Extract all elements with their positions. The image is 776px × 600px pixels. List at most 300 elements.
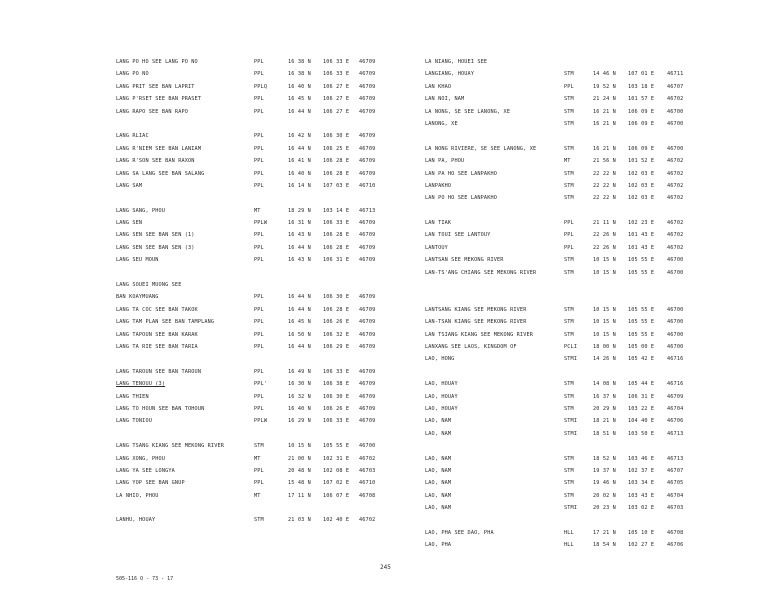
map-sheet: 46709 (359, 170, 376, 177)
longitude: 102 03 E (628, 195, 655, 202)
feature-designation: STM (564, 71, 574, 78)
place-name: LAO, NAM (425, 467, 452, 474)
gazetteer-entry (116, 514, 378, 526)
feature-designation: PPL (254, 294, 264, 301)
gazetteer-entry (425, 81, 695, 93)
map-sheet: 46700 (667, 343, 684, 350)
latitude: 10 15 N (593, 257, 616, 264)
longitude: 106 09 E (628, 120, 655, 127)
latitude: 20 29 N (593, 405, 616, 412)
feature-designation: STM (564, 319, 574, 326)
gazetteer-entry (116, 477, 378, 489)
longitude: 101 57 E (628, 96, 655, 103)
map-sheet: 46709 (359, 220, 376, 227)
longitude: 106 25 E (323, 145, 350, 152)
latitude: 16 44 N (288, 108, 311, 115)
gazetteer-entry (116, 56, 378, 68)
latitude: 15 48 N (288, 480, 311, 487)
feature-designation: PPL (254, 170, 264, 177)
gazetteer-entry (425, 180, 695, 192)
gazetteer-entry (116, 502, 378, 514)
feature-designation: STM (254, 443, 264, 450)
gazetteer-entry (425, 242, 695, 254)
place-name: LAO, NAM (425, 505, 452, 512)
longitude: 105 55 E (628, 306, 655, 313)
gazetteer-entry (425, 527, 695, 539)
gazetteer-entry (425, 291, 695, 303)
map-sheet: 46702 (667, 158, 684, 165)
feature-designation: STMI (564, 505, 578, 512)
latitude: 14 46 N (593, 71, 616, 78)
longitude: 106 28 E (323, 158, 350, 165)
gazetteer-entry (116, 329, 378, 341)
gazetteer-entry (116, 106, 378, 118)
latitude: 10 15 N (593, 306, 616, 313)
gazetteer-entry (425, 205, 695, 217)
feature-designation: PPL (564, 232, 574, 239)
longitude: 106 31 E (628, 393, 655, 400)
place-name: LAN KHAO (425, 83, 452, 90)
feature-designation: PPL (254, 133, 264, 140)
longitude: 106 33 E (323, 368, 350, 375)
longitude: 102 31 E (323, 455, 350, 462)
place-name: LANG THIEN (116, 393, 149, 400)
gazetteer-entry (425, 93, 695, 105)
map-sheet: 46709 (359, 319, 376, 326)
map-sheet: 46702 (667, 195, 684, 202)
gazetteer-entry (425, 440, 695, 452)
place-name: LANG SEN SEE BAN SEN (3) (116, 244, 195, 251)
gazetteer-entry (425, 279, 695, 291)
latitude: 16 43 N (288, 257, 311, 264)
longitude: 102 23 E (628, 220, 655, 227)
gazetteer-entry (425, 130, 695, 142)
place-name: LANG PRIT SEE BAN LAPRIT (116, 83, 195, 90)
gazetteer-entry (425, 465, 695, 477)
latitude: 18 29 N (288, 207, 311, 214)
latitude: 16 21 N (593, 120, 616, 127)
place-name: LANPAKHO (425, 182, 452, 189)
map-sheet: 46709 (359, 244, 376, 251)
longitude: 104 40 E (628, 418, 655, 425)
map-sheet: 46700 (359, 443, 376, 450)
place-name: LANG SEU MOUN (116, 257, 159, 264)
gazetteer-entry (116, 81, 378, 93)
feature-designation: PPL (254, 368, 264, 375)
place-name: LANG PO NO (116, 71, 149, 78)
place-name: LANG TSANG KIANG SEE MEKONG RIVER (116, 443, 225, 450)
feature-designation: STM (564, 108, 574, 115)
place-name: LAO, NAM (425, 480, 452, 487)
longitude: 106 31 E (323, 257, 350, 264)
longitude: 106 27 E (323, 83, 350, 90)
gazetteer-entry (116, 341, 378, 353)
map-sheet: 46709 (359, 381, 376, 388)
latitude: 18 21 N (593, 418, 616, 425)
place-name: LAN PA, PHOU (425, 158, 465, 165)
place-name: LANG XONG, PHOU (116, 455, 166, 462)
gazetteer-entry (425, 378, 695, 390)
gazetteer-entry (116, 415, 378, 427)
place-name: BAN KOAYMUANG (116, 294, 159, 301)
longitude: 106 30 E (323, 294, 350, 301)
map-sheet: 46707 (667, 83, 684, 90)
feature-designation: PCLI (564, 343, 578, 350)
longitude: 106 29 E (323, 343, 350, 350)
place-name: LAO, HOUAY (425, 393, 458, 400)
latitude: 19 37 N (593, 467, 616, 474)
feature-designation: MT (564, 158, 571, 165)
place-name: LAN TOUI SEE LANTOUY (425, 232, 491, 239)
longitude: 105 00 E (628, 343, 655, 350)
latitude: 18 54 N (593, 542, 616, 549)
map-sheet: 46713 (359, 207, 376, 214)
gazetteer-entry (116, 403, 378, 415)
longitude: 105 44 E (628, 381, 655, 388)
latitude: 22 26 N (593, 244, 616, 251)
feature-designation: STM (564, 492, 574, 499)
feature-designation: PPL (254, 306, 264, 313)
place-name: LANG SANG, PHOU (116, 207, 166, 214)
longitude: 106 38 E (323, 381, 350, 388)
latitude: 16 37 N (593, 393, 616, 400)
longitude: 101 43 E (628, 232, 655, 239)
place-name: LANG SOUEI MUONG SEE (116, 282, 182, 289)
feature-designation: STM (254, 517, 264, 524)
gazetteer-entry (116, 291, 378, 303)
latitude: 16 50 N (288, 331, 311, 338)
place-name: LANG SEN SEE BAN SEN (1) (116, 232, 195, 239)
latitude: 16 45 N (288, 319, 311, 326)
place-name: LAO, NAM (425, 418, 452, 425)
feature-designation: PPL (254, 108, 264, 115)
feature-designation: STM (564, 331, 574, 338)
feature-designation: STMI (564, 356, 578, 363)
gazetteer-entry (116, 304, 378, 316)
gazetteer-entry (116, 440, 378, 452)
latitude: 14 26 N (593, 356, 616, 363)
longitude: 106 28 E (323, 232, 350, 239)
latitude: 10 15 N (593, 331, 616, 338)
latitude: 20 23 N (593, 505, 616, 512)
longitude: 105 55 E (628, 331, 655, 338)
latitude: 16 38 N (288, 71, 311, 78)
place-name: LANG SAM (116, 182, 143, 189)
longitude: 105 55 E (628, 257, 655, 264)
gazetteer-entry (116, 229, 378, 241)
latitude: 16 31 N (288, 220, 311, 227)
feature-designation: STM (564, 170, 574, 177)
latitude: 16 43 N (288, 232, 311, 239)
feature-designation: HLL (564, 542, 574, 549)
latitude: 20 48 N (288, 467, 311, 474)
page-number: 245 (380, 564, 391, 571)
longitude: 106 30 E (323, 133, 350, 140)
gazetteer-entry (425, 415, 695, 427)
place-name: LANG PO HO SEE LANG PO NO (116, 59, 198, 65)
map-sheet: 46709 (667, 393, 684, 400)
gazetteer-entry (116, 267, 378, 279)
latitude: 17 11 N (288, 492, 311, 499)
feature-designation: PPL (254, 96, 264, 103)
map-sheet: 46708 (667, 529, 684, 536)
longitude: 106 09 E (628, 145, 655, 152)
place-name: LAN-TSAN KIANG SEE MEKONG RIVER (425, 319, 527, 326)
map-sheet: 46700 (667, 319, 684, 326)
map-sheet: 46709 (359, 232, 376, 239)
place-name: LAN PO HO SEE LANPAKHO (425, 195, 498, 202)
latitude: 21 03 N (288, 517, 311, 524)
gazetteer-entry (425, 56, 695, 68)
latitude: 16 40 N (288, 170, 311, 177)
place-name: LANG RLIAC (116, 133, 149, 140)
latitude: 16 40 N (288, 405, 311, 412)
right-column (425, 56, 695, 552)
longitude: 105 10 E (628, 529, 655, 536)
feature-designation: STM (564, 393, 574, 400)
longitude: 106 07 E (323, 492, 350, 499)
place-name: LANGIANG, HOUAY (425, 71, 475, 78)
latitude: 19 46 N (593, 480, 616, 487)
place-name: LAN-TS'ANG CHIANG SEE MEKONG RIVER (425, 269, 537, 276)
map-sheet: 46703 (359, 467, 376, 474)
gazetteer-entry (116, 366, 378, 378)
longitude: 106 33 E (323, 71, 350, 78)
longitude: 106 27 E (323, 108, 350, 115)
feature-designation: PPL (254, 393, 264, 400)
map-sheet: 46706 (667, 542, 684, 549)
feature-designation: PPL (564, 83, 574, 90)
left-column (116, 56, 378, 527)
place-name: LAO, NAM (425, 492, 452, 499)
gazetteer-entry (425, 304, 695, 316)
longitude: 103 02 E (628, 505, 655, 512)
latitude: 22 22 N (593, 170, 616, 177)
longitude: 102 27 E (628, 542, 655, 549)
gazetteer-entry (425, 217, 695, 229)
gazetteer-entry (425, 168, 695, 180)
place-name: LAO, PHA SEE DAO, PHA (425, 529, 494, 536)
latitude: 18 00 N (593, 343, 616, 350)
place-name: LAN NOI, NAM (425, 96, 465, 103)
longitude: 103 22 E (628, 405, 655, 412)
map-sheet: 46710 (359, 480, 376, 487)
map-sheet: 46704 (667, 492, 684, 499)
gazetteer-entry (425, 192, 695, 204)
feature-designation: STM (564, 120, 574, 127)
gazetteer-entry (116, 279, 378, 291)
gazetteer-entry (425, 453, 695, 465)
map-sheet: 46709 (359, 158, 376, 165)
feature-designation: PPL (254, 158, 264, 165)
longitude: 103 43 E (628, 492, 655, 499)
gazetteer-entry (116, 68, 378, 80)
place-name: LANG P'RSET SEE BAN PRASET (116, 96, 202, 103)
latitude: 16 42 N (288, 133, 311, 140)
longitude: 106 26 E (323, 405, 350, 412)
place-name: LAO, HOUAY (425, 405, 458, 412)
longitude: 102 03 E (628, 170, 655, 177)
place-name: LAN TIAK (425, 220, 452, 227)
gazetteer-entry (425, 428, 695, 440)
latitude: 16 45 N (288, 96, 311, 103)
gazetteer-entry (425, 316, 695, 328)
gazetteer-entry (425, 366, 695, 378)
latitude: 16 32 N (288, 393, 311, 400)
gazetteer-entry (425, 267, 695, 279)
gazetteer-entry (116, 143, 378, 155)
feature-designation: PPL (254, 480, 264, 487)
gazetteer-entry (116, 391, 378, 403)
gazetteer-entry (425, 143, 695, 155)
map-sheet: 46709 (359, 368, 376, 375)
map-sheet: 46707 (667, 467, 684, 474)
feature-designation: PPL (254, 319, 264, 326)
feature-designation: PPL (254, 232, 264, 239)
map-sheet: 46709 (359, 145, 376, 152)
map-sheet: 46702 (667, 182, 684, 189)
map-sheet: 46713 (667, 455, 684, 462)
map-sheet: 46700 (667, 269, 684, 276)
latitude: 22 22 N (593, 182, 616, 189)
longitude: 106 27 E (323, 96, 350, 103)
feature-designation: STM (564, 182, 574, 189)
place-name: LANONG, XE (425, 120, 458, 127)
gazetteer-entry (116, 130, 378, 142)
longitude: 105 55 E (323, 443, 350, 450)
longitude: 105 42 E (628, 356, 655, 363)
place-name: LA NONG RIVIERE, SE SEE LANONG, XE (425, 145, 537, 152)
feature-designation: PPL (564, 244, 574, 251)
map-sheet: 46705 (667, 480, 684, 487)
longitude: 106 33 E (323, 418, 350, 425)
place-name: LAO, HOUAY (425, 381, 458, 388)
latitude: 16 38 N (288, 59, 311, 65)
map-sheet: 46700 (667, 145, 684, 152)
gazetteer-entry (116, 217, 378, 229)
map-sheet: 46711 (667, 71, 684, 78)
longitude: 106 28 E (323, 170, 350, 177)
map-sheet: 46702 (667, 170, 684, 177)
longitude: 102 08 E (323, 467, 350, 474)
latitude: 21 24 N (593, 96, 616, 103)
latitude: 16 41 N (288, 158, 311, 165)
latitude: 21 00 N (288, 455, 311, 462)
place-name: LANTOUY (425, 244, 448, 251)
feature-designation: PPLW (254, 220, 268, 227)
place-name: LANG TO HOUN SEE BAN TOHOUN (116, 405, 205, 412)
longitude: 106 30 E (323, 393, 350, 400)
longitude: 107 01 E (628, 71, 655, 78)
print-footer: 505-116 O - 73 - 17 (116, 576, 174, 582)
longitude: 106 26 E (323, 319, 350, 326)
longitude: 105 55 E (628, 319, 655, 326)
latitude: 22 22 N (593, 195, 616, 202)
latitude: 18 52 N (593, 455, 616, 462)
place-name: LANG TENOUU (3) (116, 381, 166, 388)
longitude: 106 28 E (323, 244, 350, 251)
map-sheet: 46702 (667, 244, 684, 251)
feature-designation: PPL (254, 182, 264, 189)
feature-designation: STM (564, 269, 574, 276)
feature-designation: PPLQ (254, 83, 268, 90)
place-name: LANG TONIOU (116, 418, 153, 425)
latitude: 16 14 N (288, 182, 311, 189)
feature-designation: STM (564, 195, 574, 202)
longitude: 106 28 E (323, 306, 350, 313)
map-sheet: 46709 (359, 343, 376, 350)
gazetteer-entry (425, 118, 695, 130)
gazetteer-entry (116, 254, 378, 266)
gazetteer-entry (116, 93, 378, 105)
place-name: LA NONG, SE SEE LANONG, XE (425, 108, 511, 115)
longitude: 102 40 E (323, 517, 350, 524)
latitude: 16 44 N (288, 145, 311, 152)
gazetteer-entry (425, 391, 695, 403)
map-sheet: 46709 (359, 418, 376, 425)
place-name: LANG TAM PLAN SEE BAN TAMPLANG (116, 319, 215, 326)
map-sheet: 46700 (667, 108, 684, 115)
gazetteer-entry (116, 118, 378, 130)
feature-designation: STM (564, 306, 574, 313)
map-sheet: 46709 (359, 393, 376, 400)
gazetteer-entry (425, 329, 695, 341)
feature-designation: PPL (254, 145, 264, 152)
map-sheet: 46716 (667, 356, 684, 363)
gazetteer-entry (116, 378, 378, 390)
gazetteer-entry (116, 155, 378, 167)
feature-designation: HLL (564, 529, 574, 536)
gazetteer-entry (425, 106, 695, 118)
gazetteer-entry (425, 477, 695, 489)
map-sheet: 46702 (667, 232, 684, 239)
map-sheet: 46709 (359, 294, 376, 301)
gazetteer-entry (116, 353, 378, 365)
place-name: LANG R'NIEM SEE BAN LANIAM (116, 145, 202, 152)
place-name: LANG YA SEE LONGYA (116, 467, 175, 474)
map-sheet: 46700 (667, 331, 684, 338)
gazetteer-entry (116, 465, 378, 477)
feature-designation: STM (564, 480, 574, 487)
gazetteer-entry (425, 353, 695, 365)
place-name: LANG SA LANG SEE BAN SALANG (116, 170, 205, 177)
latitude: 16 49 N (288, 368, 311, 375)
feature-designation: STM (564, 455, 574, 462)
feature-designation: STM (564, 257, 574, 264)
map-sheet: 46709 (359, 405, 376, 412)
longitude: 102 03 E (628, 182, 655, 189)
map-sheet: 46709 (359, 108, 376, 115)
place-name: LAO, PHA (425, 542, 452, 549)
feature-designation: MT (254, 455, 261, 462)
map-sheet: 46709 (359, 133, 376, 140)
gazetteer-entry (116, 205, 378, 217)
map-sheet: 46709 (359, 96, 376, 103)
latitude: 16 21 N (593, 108, 616, 115)
gazetteer-entry (116, 168, 378, 180)
gazetteer-entry (116, 242, 378, 254)
feature-designation: PPL (254, 343, 264, 350)
longitude: 106 32 E (323, 331, 350, 338)
latitude: 16 40 N (288, 83, 311, 90)
place-name: LA NHIO, PHOU (116, 492, 159, 499)
feature-designation: PPL (254, 244, 264, 251)
place-name: LANXANG SEE LAOS, KINGDOM OF (425, 343, 517, 350)
place-name: LANHU, HOUAY (116, 517, 156, 524)
gazetteer-entry (425, 68, 695, 80)
feature-designation: PPL' (254, 381, 268, 388)
longitude: 105 55 E (628, 269, 655, 276)
